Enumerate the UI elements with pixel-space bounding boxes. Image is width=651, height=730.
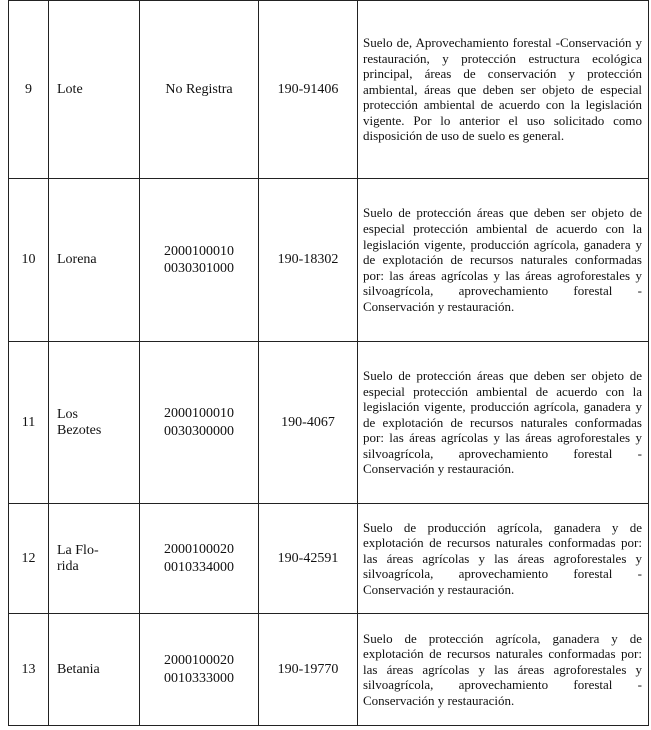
row-number: 12 [9, 504, 49, 614]
cadastral-code-line2: 0010333000 [164, 670, 234, 686]
land-use-description: Suelo de protección agrícola, ganadera y de explotación de recursos naturales conformadas por: las áreas agrícolas y las áreas agroforestales y silvoagrícola, aprovechamiento forestal -Conservación y restauración. [358, 614, 649, 726]
land-use-description: Suelo de protección áreas que deben ser objeto de especial protección ambiental de acuerdo con la legislación vigente, producción agrícola, ganadera y de explotación de recursos naturales conformadas por: las áreas agrícolas y las áreas agroforestales y silvoagrícola, aprovechamiento forestal -Conservación y restauración. [358, 342, 649, 504]
cadastral-code-line2: 0030300000 [164, 423, 234, 439]
property-name: Lote [49, 1, 140, 179]
registration-number: 190-18302 [259, 179, 358, 342]
cadastral-code-line2: 0010334000 [164, 559, 234, 575]
cadastral-code-line1: 2000100010 [164, 243, 234, 259]
table-row [9, 504, 649, 614]
cadastral-code-line1: 2000100020 [164, 653, 234, 668]
registration-number: 190-19770 [259, 614, 358, 726]
cadastral-code [140, 504, 259, 614]
registration-number: 190-91406 [259, 1, 358, 179]
property-name: La Flo-rida [49, 504, 140, 614]
table-row [9, 179, 649, 342]
table-row [9, 1, 649, 179]
cadastral-code [140, 614, 259, 726]
cadastral-code-line1: No Registra [165, 81, 233, 97]
registration-number: 190-4067 [259, 342, 358, 504]
row-number: 13 [9, 614, 49, 726]
cadastral-code-line1: 2000100020 [164, 542, 234, 557]
cadastral-code [140, 1, 259, 179]
cadastral-code-line1: 2000100010 [164, 406, 234, 421]
property-name: Los Bezotes [49, 342, 140, 504]
property-name: Lorena [49, 179, 140, 342]
row-number: 11 [9, 342, 49, 504]
cadastral-code [140, 179, 259, 342]
land-use-description: Suelo de protección áreas que deben ser objeto de especial protección ambiental de acuerdo con la legislación vigente, producción agrícola, ganadera y de explotación de recursos naturales conformadas por: las áreas agrícolas y las áreas agroforestales y silvoagrícola, aprovechamiento forestal -Conservación y restauración. [358, 179, 649, 342]
cadastral-code-line2: 0030301000 [164, 261, 234, 276]
row-number: 9 [9, 1, 49, 179]
land-use-table [8, 0, 649, 726]
registration-number: 190-42591 [259, 504, 358, 614]
table-row [9, 614, 649, 726]
table-row [9, 342, 649, 504]
row-number: 10 [9, 179, 49, 342]
cadastral-code [140, 342, 259, 504]
land-use-description: Suelo de producción agrícola, ganadera y de explotación de recursos naturales conformadas por: las áreas agrícolas y las áreas agroforestales y silvoagrícola, aprovechamiento forestal - Conservación y restauración. [358, 504, 649, 614]
land-use-description: Suelo de, Aprovechamiento forestal -Conservación y restauración, y protección estructura ecológica principal, áreas de conservación y protección ambiental, áreas que deben ser objeto de especial protección ambiental de acuerdo con la legislación vigente. Por lo anterior el uso solicitado como disposición de uso de suelo es general. [358, 1, 649, 179]
property-name: Betania [49, 614, 140, 726]
